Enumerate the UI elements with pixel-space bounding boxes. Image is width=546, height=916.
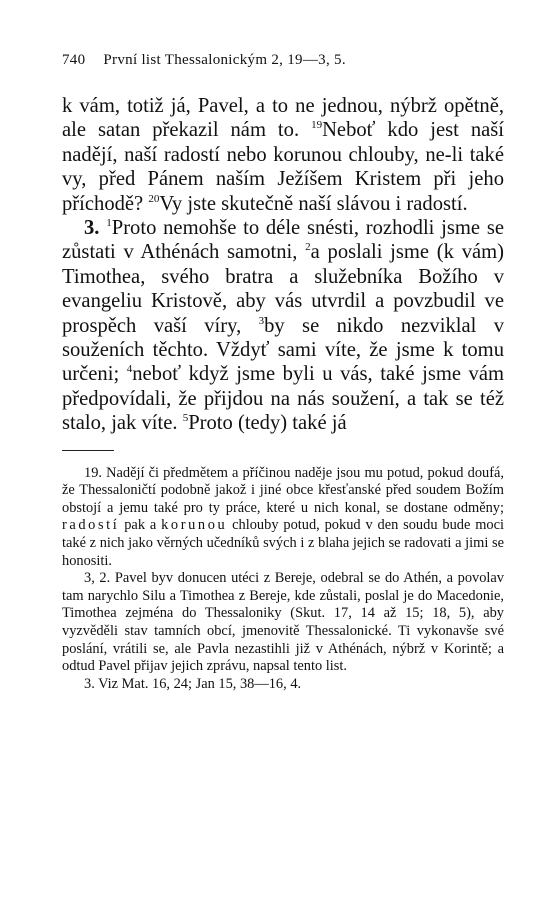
verse-5: Proto (tedy) také já (188, 412, 347, 435)
footnote-19-text-c: chlouby potud, pokud v den soudu bude moci také z nich jako věrných učedníků svých i z blaha jejich se radovati a jimi se honositi. (62, 517, 504, 569)
footnotes (62, 465, 504, 694)
verse-3: by se nikdo nezviklal v souženích těchto. Vždyť sami víte, že jsme k tomu určeni; (62, 314, 504, 386)
verse-number-2: 2 (305, 241, 311, 254)
verse-number-3: 3 (258, 314, 265, 327)
footnote-3-2: 3, 2. Pavel byv donucen utéci z Bereje, odebral se do Athén, a povolav tam narychlo Silu a Timothea z Bereje, kde zůstali, poslal je do Macedonie, Timothea zejména do Thessaloniky (Skut. 17, 14 až 15; 18, 5), aby vyzvěděli stav tamních obcí, jmenovitě Thessalonické. Ti vykonavše své poslání, vrátili se, ale Pavla nezastihli již v Athénách, nýbrž v Korintě; a odtud Pavel přijav jejich zprávu, napsal tento list. (62, 570, 504, 675)
verse-number-5: 5 (182, 412, 189, 425)
verse-2: a poslali jsme (k vám) Timothea, svého bratra a služebníka Božího v evangeliu Kristově, aby vás utvrdil a povzbudil ve prospěch vaší víry, (62, 241, 505, 337)
running-title: První list Thessalonickým 2, 19—3, 5. (103, 52, 346, 68)
verse-number-1: 1 (106, 217, 112, 230)
verse-1: Proto nemohše to déle snésti, rozhodli jsme se zůstati v Athénách samotni, (62, 217, 504, 264)
footnote-19 (62, 465, 504, 571)
verse-number-4: 4 (126, 363, 133, 376)
paragraph-chapter-2-end (62, 94, 504, 216)
running-header (62, 52, 504, 76)
verse-18-tail: k vám, totiž já, Pavel, a to ne jednou, nýbrž opětně, ale satan překazil nám to. (62, 95, 504, 142)
footnote-19-text-a: 19. Nadějí či předmětem a příčinou naděje jsou mu potud, pokud doufá, že Thessaloničtí podobně jakož i jiné obce křesťanské před soudem Božím obstojí a jemu také pro ty práce, které u nich konal, se dostane odměny; (62, 464, 504, 516)
book-page (62, 52, 504, 693)
footnote-19-spaced-radosti: radostí (62, 517, 120, 534)
verse-number-20: 20 (148, 192, 160, 205)
footnote-divider (62, 450, 114, 451)
footnote-19-text-b: pak a (119, 517, 162, 534)
verse-number-19: 19 (311, 119, 323, 132)
verse-4: neboť když jsme byli u vás, také jsme vám předpovídali, že přijdou na nás soužení, a tak se též stalo, jak víte. (62, 363, 504, 435)
footnote-19-spaced-korunou: korunou (161, 517, 228, 534)
chapter-number: 3. (84, 217, 100, 240)
verse-19: Neboť kdo jest naší nadějí, naší radostí nebo korunou chlouby, ne-li také vy, před Pánem naším Ježíšem Kristem při jeho příchodě? (62, 119, 505, 215)
page-number: 740 (62, 52, 86, 68)
paragraph-chapter-3 (62, 216, 504, 436)
verse-20: Vy jste skutečně naší slávou i radostí. (159, 192, 468, 215)
main-text (62, 94, 504, 436)
footnote-3-3: 3. Viz Mat. 16, 24; Jan 15, 38—16, 4. (84, 675, 302, 692)
